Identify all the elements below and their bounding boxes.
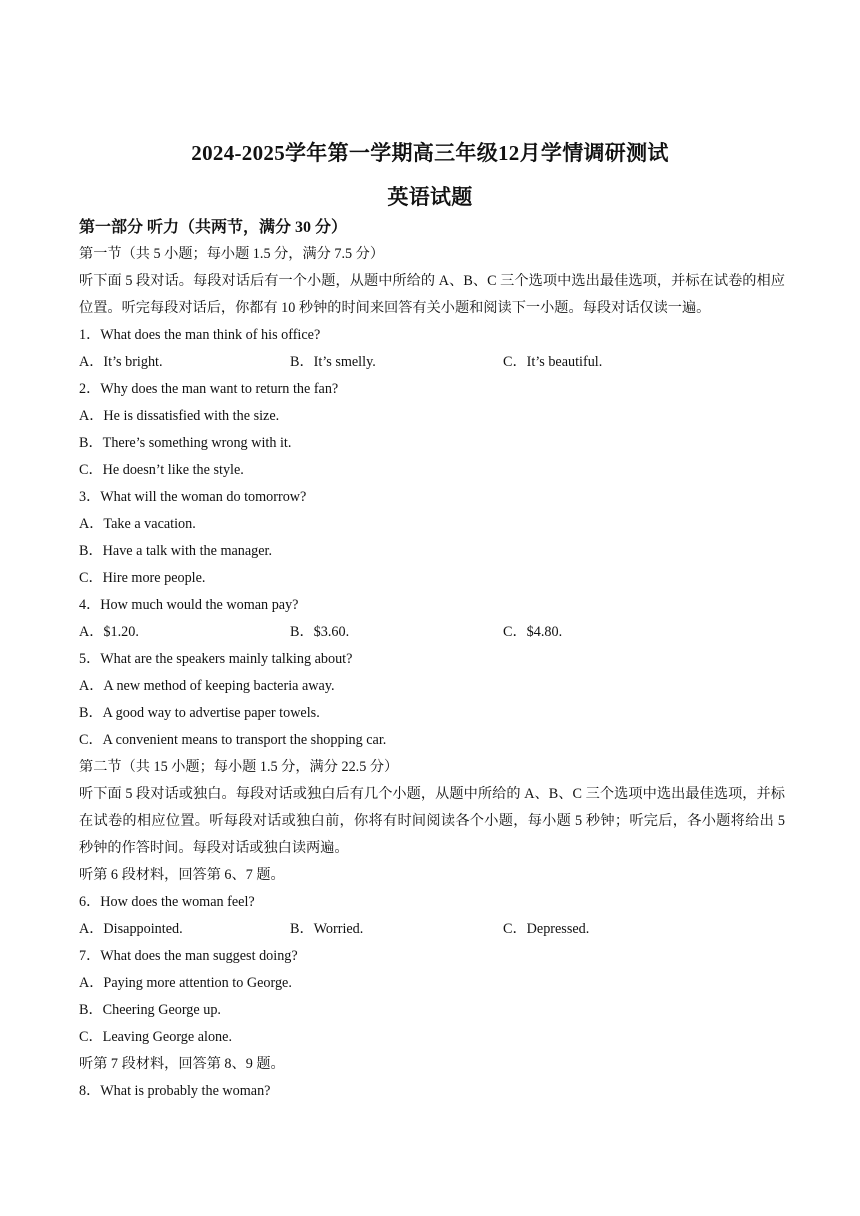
question-5-stem: 5．What are the speakers mainly talking about? [79,651,353,667]
question-2-stem: 2．Why does the man want to return the fan? [79,381,339,397]
question-2-option-b: B．There’s something wrong with it. [79,435,292,451]
question-1-stem: 1．What does the man think of his office? [79,327,321,343]
question-2-option-a: A．He is dissatisfied with the size. [79,408,280,424]
question-5-option-c: C．A convenient means to transport the shopping car. [79,732,387,748]
question-4-options [79,619,785,646]
material-7-instruction: 听第 7 段材料，回答第 8、9 题。 [79,1056,285,1072]
question-3-option-b: B．Have a talk with the manager. [79,543,273,559]
question-5-option-b: B．A good way to advertise paper towels. [79,705,320,721]
exam-content [79,214,785,1105]
question-1-options [79,349,785,376]
section2-heading: 第二节（共 15 小题；每小题 1.5 分，满分 22.5 分） [79,759,399,775]
question-1-option-c: C．It’s beautiful. [503,354,603,370]
part1-heading: 第一部分 听力（共两节，满分 30 分） [79,219,348,236]
question-1-option-b: B．It’s smelly. [290,354,376,370]
page-title: 2024-2025学年第一学期高三年级12月学情调研测试 [191,141,669,165]
question-7-option-a: A．Paying more attention to George. [79,975,292,991]
question-1-option-a: A．It’s bright. [79,354,163,370]
question-4-option-b: B．$3.60. [290,624,350,640]
section2-instructions: 听下面 5 段对话或独白。每段对话或独白后有几个小题，从题中所给的 A、B、C 三个选项中选出最佳选项，并标在试卷的相应位置。听每段对话或独白前，你将有时间阅读各个小题，每小题 5 秒钟；听完后，各小题将给出 5 秒钟的作答时间。每段对话或独白读两遍。 [79,786,785,856]
question-5-option-a: A．A new method of keeping bacteria away. [79,678,335,694]
question-2-option-c: C．He doesn’t like the style. [79,462,244,478]
question-3-option-a: A．Take a vacation. [79,516,196,532]
page-subtitle: 英语试题 [387,185,473,209]
question-7-option-b: B．Cheering George up. [79,1002,221,1018]
question-6-stem: 6．How does the woman feel? [79,894,255,910]
question-6-option-b: B．Worried. [290,921,364,937]
question-6-option-c: C．Depressed. [503,921,590,937]
section1-heading: 第一节（共 5 小题；每小题 1.5 分，满分 7.5 分） [79,246,385,262]
question-8-stem: 8．What is probably the woman? [79,1083,271,1099]
question-3-option-c: C．Hire more people. [79,570,206,586]
question-6-option-a: A．Disappointed. [79,921,183,937]
material-6-instruction: 听第 6 段材料，回答第 6、7 题。 [79,867,285,883]
question-4-option-c: C．$4.80. [503,624,563,640]
section1-instructions: 听下面 5 段对话。每段对话后有一个小题，从题中所给的 A、B、C 三个选项中选出最佳选项，并标在试卷的相应位置。听完每段对话后，你都有 10 秒钟的时间来回答有关小题和阅读下一小题。每段对话仅读一遍。 [79,273,785,316]
question-4-option-a: A．$1.20. [79,624,139,640]
question-7-option-c: C．Leaving George alone. [79,1029,232,1045]
question-3-stem: 3．What will the woman do tomorrow? [79,489,307,505]
question-4-stem: 4．How much would the woman pay? [79,597,299,613]
question-6-options [79,916,785,943]
question-7-stem: 7．What does the man suggest doing? [79,948,298,964]
